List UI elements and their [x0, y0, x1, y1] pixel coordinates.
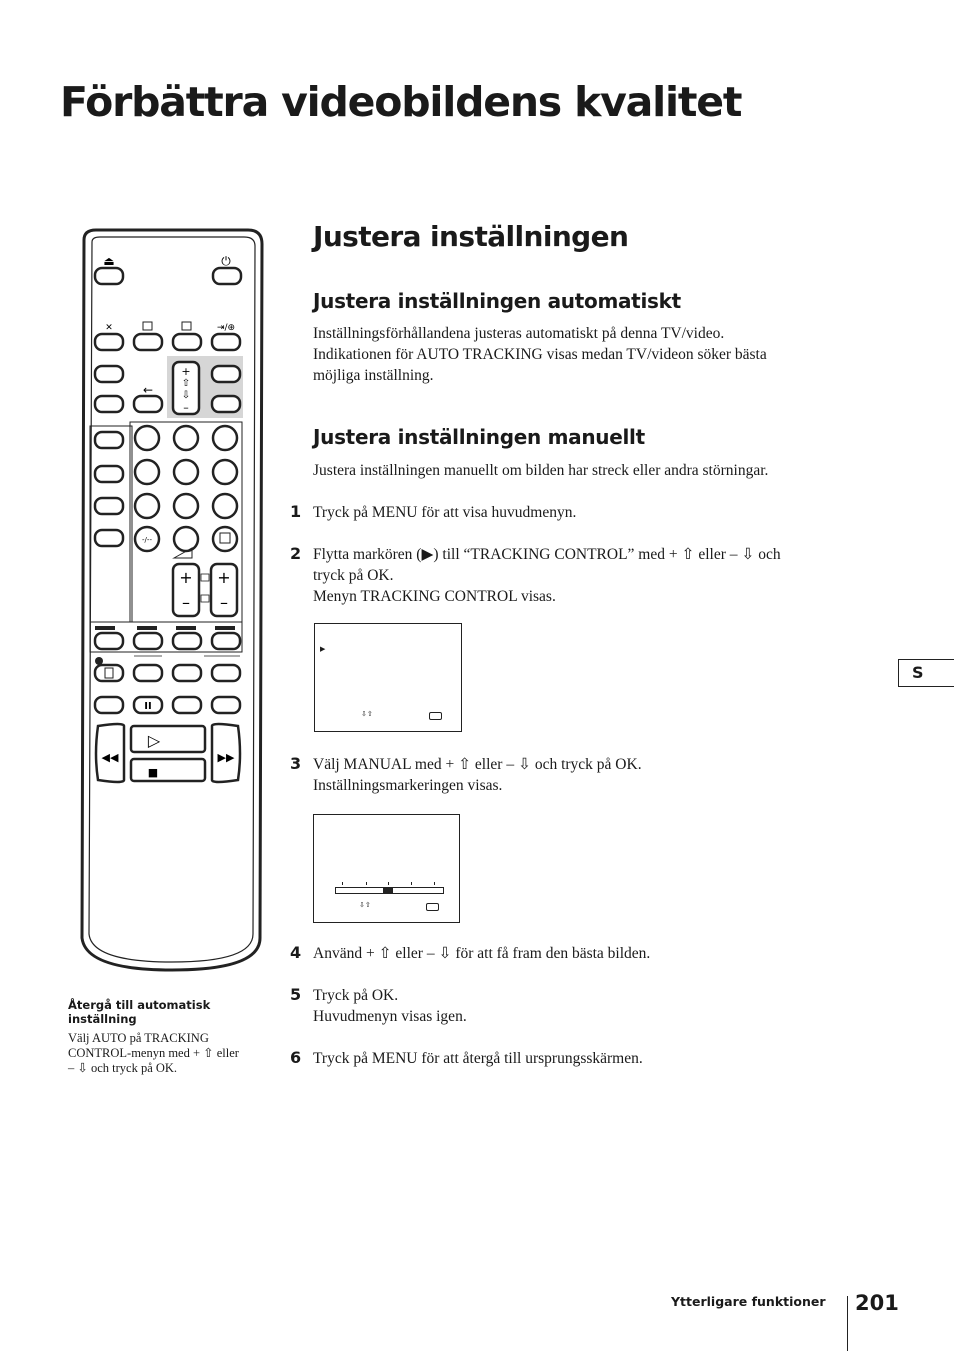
- step-number: 4: [290, 943, 302, 962]
- note-body: Välj AUTO på TRACKING CONTROL-menyn med + ⇧ eller – ⇩ och tryck på OK.: [68, 1031, 239, 1075]
- up-arrow-icon: ⇧: [181, 378, 191, 389]
- remote-control-illustration: [74, 228, 268, 993]
- page-number: 201: [855, 1291, 899, 1315]
- updown-arrows-icon: ⇩⇧: [359, 901, 371, 909]
- step-number: 6: [290, 1048, 302, 1067]
- volume-plus-icon: +: [179, 568, 193, 587]
- mute-icon: ✕: [105, 323, 113, 333]
- input-select-icon: ⇥/⊕: [216, 323, 236, 333]
- back-arrow-icon: ←: [142, 383, 154, 397]
- pause-icon: II: [144, 701, 152, 712]
- step-text: Tryck på MENU för att återgå till ursprungsskärmen.: [313, 1050, 643, 1067]
- power-icon: ⏻: [221, 254, 231, 268]
- language-tab: S: [898, 659, 954, 687]
- ok-button-icon: [429, 712, 442, 720]
- program-minus-icon: –: [220, 593, 228, 612]
- down-arrow-icon: ⇩: [181, 390, 191, 401]
- tracking-marker: [383, 887, 393, 894]
- auto-paragraph: Inställningsförhållandena justeras automatiskt på denna TV/video. Indikationen för AUTO TRACKING visas medan TV/videon söker bästa möjliga inställning.: [313, 325, 767, 384]
- step-number: 1: [290, 502, 302, 521]
- remote-control-drawing: [74, 228, 268, 988]
- eject-icon: ⏏: [103, 254, 115, 268]
- program-plus-icon: +: [217, 568, 231, 587]
- plus-icon: +: [181, 365, 191, 378]
- play-icon: ▷: [147, 731, 161, 750]
- step-text: Tryck på OK. Huvudmenyn visas igen.: [313, 987, 467, 1025]
- tracking-bar: [335, 887, 444, 894]
- rewind-icon: ◀◀: [101, 751, 119, 764]
- footer-divider: [847, 1296, 848, 1351]
- step-text: Använd + ⇧ eller – ⇩ för att få fram den bästa bilden.: [313, 945, 651, 962]
- step-number: 3: [290, 754, 302, 773]
- step-text: Tryck på MENU för att visa huvudmenyn.: [313, 504, 577, 521]
- tv-menu-screen: [314, 623, 462, 732]
- page-title: Förbättra videobildens kvalitet: [60, 78, 742, 126]
- step-number: 5: [290, 985, 302, 1004]
- step-text: Välj MANUAL med + ⇧ eller – ⇩ och tryck på OK. Inställningsmarkeringen visas.: [313, 756, 642, 794]
- auto-heading: Justera inställningen automatiskt: [313, 289, 681, 313]
- stop-icon: ■: [147, 766, 159, 779]
- digit-entry-icon: -/--: [142, 536, 152, 544]
- minus-icon: –: [183, 401, 189, 414]
- manual-heading: Justera inställningen manuellt: [313, 425, 645, 449]
- updown-arrows-icon: ⇩⇧: [361, 710, 373, 718]
- footer-section-label: Ytterligare funktioner: [671, 1294, 826, 1309]
- menu-cursor-icon: ▶: [320, 645, 326, 653]
- manual-intro: Justera inställningen manuellt om bilden har streck eller andra störningar.: [313, 462, 769, 479]
- step-text: Flytta markören (▶) till “TRACKING CONTROL” med + ⇧ eller – ⇩ och tryck på OK. Menyn TRACKING CONTROL visas.: [313, 546, 781, 605]
- section-title: Justera inställningen: [313, 220, 629, 253]
- fast-forward-icon: ▶▶: [217, 751, 235, 764]
- step-number: 2: [290, 544, 302, 563]
- tv-tracking-screen: [313, 814, 460, 923]
- ok-button-icon: [426, 903, 439, 911]
- note-title: Återgå till automatisk inställning: [68, 998, 211, 1026]
- volume-minus-icon: –: [182, 593, 190, 612]
